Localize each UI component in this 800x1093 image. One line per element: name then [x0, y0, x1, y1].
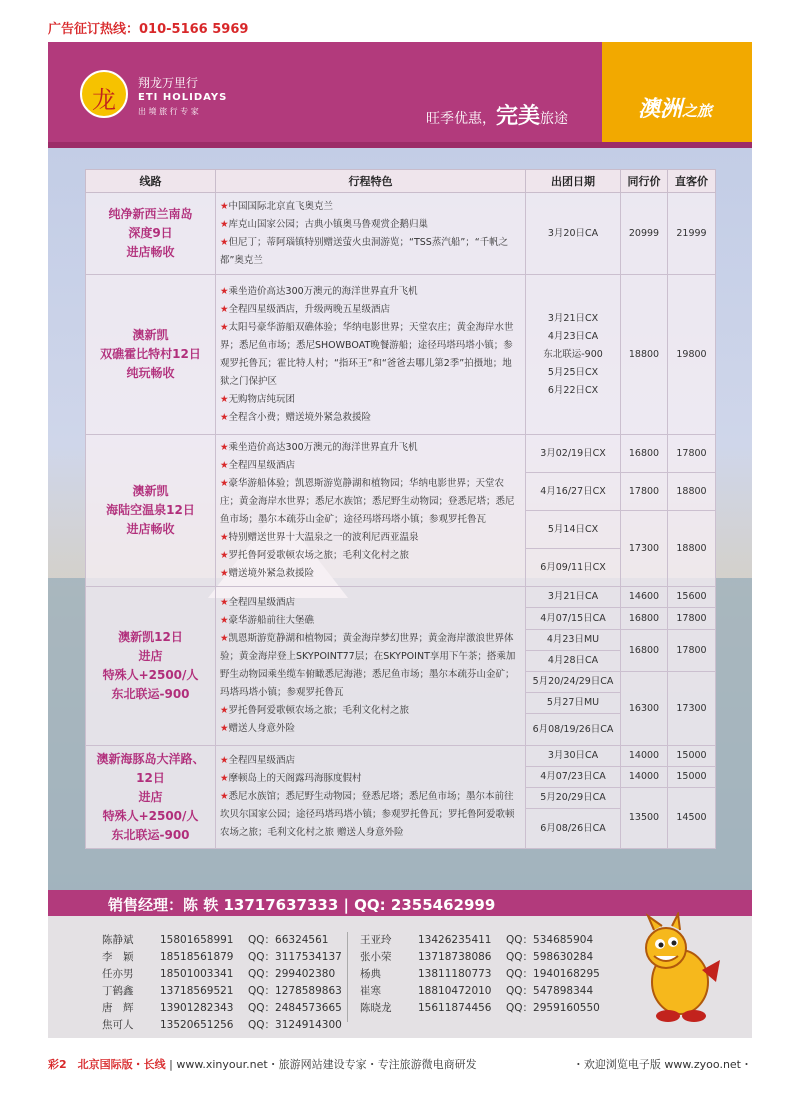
feature-text: 乘坐造价高达300万澳元的海洋世界直升飞机	[228, 441, 418, 453]
route-cell	[86, 193, 216, 275]
contact-phone: 13901282343	[160, 1002, 234, 1014]
route-line: 深度9日	[128, 226, 173, 240]
sales-manager-text: 销售经理：陈 轶 13717637333 | QQ: 2355462999	[108, 896, 496, 914]
date-cell: 6月08/26日CA	[526, 809, 621, 849]
feature-text: 悉尼水族馆；悉尼野生动物园；登悉尼塔；悉尼鱼市场；墨尔本前往坎贝尔国家公园；途径玛塔玛塔小镇；参观罗托鲁瓦；罗托鲁阿爱歌顿农场之旅；毛利文化村之旅 赠送人身意外险	[220, 791, 515, 838]
route-line: 12日	[136, 770, 165, 785]
feature-text: 全程四星级酒店，升级两晚五星级酒店	[228, 303, 391, 315]
feature-item	[220, 198, 521, 216]
star-icon: ★	[220, 459, 229, 471]
feature-item	[220, 752, 521, 770]
table-row	[86, 435, 716, 473]
feature-item	[220, 234, 521, 270]
trade-price-cell: 20999	[621, 193, 668, 275]
date-item: 3月21日CX	[547, 312, 599, 324]
date-cell: 4月28日CA	[526, 651, 621, 672]
feature-text: 中国国际北京直飞奥克兰	[228, 200, 334, 212]
brand-tagline: 出 境 旅 行 专 家	[138, 107, 199, 116]
date-cell: 5月20/24/29日CA	[526, 672, 621, 693]
tour-table	[85, 169, 716, 849]
contact-row	[102, 932, 342, 949]
feature-text: 赠送境外紧急救援险	[228, 567, 315, 579]
feature-text: 但尼丁；蒂阿瑙镇特别赠送萤火虫洞游览；“TSS蒸汽船”；“千帆之都”奥克兰	[220, 236, 509, 266]
date-cell: 5月20/29日CA	[526, 788, 621, 809]
date-item: 东北联运-900	[543, 348, 603, 360]
contact-phone: 18501003341	[160, 968, 234, 980]
contact-phone: 13718738086	[418, 951, 492, 963]
retail-price-cell: 17800	[668, 435, 716, 473]
contacts-divider	[347, 932, 348, 1022]
retail-price-cell: 19800	[668, 275, 716, 435]
star-icon: ★	[220, 549, 229, 561]
star-icon: ★	[220, 597, 229, 608]
trade-price-cell: 14600	[621, 587, 668, 608]
contact-row	[360, 966, 600, 983]
contact-row	[360, 983, 600, 1000]
page-panel	[48, 42, 752, 1038]
star-icon: ★	[220, 200, 229, 212]
contact-phone: 13520651256	[160, 1019, 234, 1031]
date-cell: 4月07/15日CA	[526, 608, 621, 630]
feature-item	[220, 457, 521, 475]
feature-item	[220, 788, 521, 842]
contacts-left	[102, 932, 342, 1034]
contact-name: 焦可人	[102, 1019, 134, 1031]
header-trade-price: 同行价	[621, 170, 668, 193]
header-banner	[48, 42, 752, 142]
features-cell	[216, 275, 526, 435]
star-icon: ★	[220, 441, 229, 453]
contact-name: 丁鹤鑫	[102, 985, 134, 997]
destination-suffix: 之旅	[681, 102, 712, 120]
trade-price-cell: 16300	[621, 672, 668, 746]
feature-text: 罗托鲁阿爱歌顿农场之旅；毛利文化村之旅	[228, 705, 410, 716]
contact-phone: 13426235411	[418, 934, 492, 946]
slogan	[426, 99, 568, 130]
feature-text: 凯恩斯游览静湖和植物园；黄金海岸梦幻世界；黄金海岸激浪世界体验；黄金海岸登上SKYPOINT77层；在SKYPOINT享用下午茶；搭乘加野生动物园乘坐缆车俯瞰悉尼海港；悉尼鱼市场；墨尔本疏芬山金矿；玛塔玛塔小镇；参观罗托鲁瓦	[220, 633, 516, 698]
feature-item	[220, 612, 521, 630]
feature-item	[220, 529, 521, 547]
route-line: 进店畅收	[126, 245, 175, 259]
contact-qq: QQ：547898344	[506, 985, 594, 997]
dragon-mascot-icon	[618, 912, 738, 1032]
contact-phone: 15801658991	[160, 934, 234, 946]
contact-name: 陈晓龙	[360, 1002, 392, 1014]
date-cell: 4月16/27日CX	[526, 473, 621, 511]
date-cell: 6月09/11日CX	[526, 549, 621, 587]
feature-text: 摩顿岛上的天阁露玛海豚度假村	[228, 773, 362, 784]
contact-row	[102, 966, 342, 983]
date-cell: 6月08/19/26日CA	[526, 714, 621, 746]
star-icon: ★	[220, 303, 229, 315]
header-features: 行程特色	[216, 170, 526, 193]
date-cell	[526, 275, 621, 435]
contact-row	[102, 983, 342, 1000]
retail-price-cell: 18800	[668, 473, 716, 511]
contact-name: 李 颖	[102, 951, 134, 963]
slogan-big: 完美	[496, 104, 541, 129]
feature-text: 库克山国家公园；古典小镇奥马鲁观赏企鹅归巢	[228, 218, 429, 230]
destination-title	[638, 92, 712, 123]
feature-item	[220, 594, 521, 612]
feature-text: 罗托鲁阿爱歌顿农场之旅；毛利文化村之旅	[228, 549, 410, 561]
page-footer	[48, 1056, 752, 1072]
trade-price-cell: 16800	[621, 435, 668, 473]
date-cell: 4月07/23日CA	[526, 767, 621, 788]
trade-price-cell: 14000	[621, 746, 668, 767]
route-line: 进店	[138, 649, 163, 663]
retail-price-cell: 15000	[668, 746, 716, 767]
star-icon: ★	[220, 321, 229, 333]
header-date: 出团日期	[526, 170, 621, 193]
contact-phone: 13718569521	[160, 985, 234, 997]
route-line: 澳新凯	[132, 328, 169, 342]
date-item: 5月25日CX	[547, 366, 599, 378]
feature-item	[220, 720, 521, 738]
contact-row	[102, 949, 342, 966]
feature-text: 全程四星级酒店	[228, 459, 296, 471]
contact-row	[102, 1017, 342, 1034]
trade-price-cell: 16800	[621, 630, 668, 672]
feature-item	[220, 216, 521, 234]
contact-qq: QQ：3117534137	[248, 951, 342, 963]
contact-qq: QQ：299402380	[248, 968, 336, 980]
features-cell	[216, 435, 526, 587]
route-line: 澳新凯	[132, 484, 169, 498]
route-line: 海陆空温泉12日	[106, 503, 195, 517]
feature-text: 特别赠送世界十大温泉之一的波利尼西亚温泉	[228, 531, 419, 543]
route-line: 纯玩畅收	[126, 366, 175, 380]
star-icon: ★	[220, 531, 229, 543]
retail-price-cell: 17300	[668, 672, 716, 746]
contact-row	[102, 1000, 342, 1017]
feature-text: 全程含小费；赠送境外紧急救援险	[228, 411, 372, 423]
features-cell	[216, 193, 526, 275]
footer-website: | www.xinyour.net・旅游网站建设专家・专注旅游微电商研发	[169, 1058, 477, 1071]
star-icon: ★	[220, 791, 229, 802]
contact-phone: 15611874456	[418, 1002, 492, 1014]
star-icon: ★	[220, 755, 229, 766]
retail-price-cell: 17800	[668, 630, 716, 672]
table-row	[86, 275, 716, 435]
feature-item	[220, 409, 521, 427]
route-line: 纯净新西兰南岛	[108, 207, 193, 221]
star-icon: ★	[220, 285, 229, 297]
route-line: 特殊人+2500/人	[102, 808, 199, 823]
contact-name: 陈静斌	[102, 934, 134, 946]
contact-qq: QQ：598630284	[506, 951, 594, 963]
date-item: 4月23日CA	[547, 330, 599, 342]
contact-qq: QQ：1278589863	[248, 985, 342, 997]
feature-text: 乘坐造价高达300万澳元的海洋世界直升飞机	[228, 285, 418, 297]
footer-e-edition: ・欢迎浏览电子版 www.zyoo.net・	[572, 1058, 752, 1071]
contact-row	[360, 1000, 600, 1017]
route-line: 澳新凯12日	[118, 630, 183, 644]
ad-hotline: 广告征订热线：010-5166 5969	[48, 22, 249, 37]
feature-item	[220, 630, 521, 702]
contact-qq: QQ：1940168295	[506, 968, 600, 980]
route-cell	[86, 746, 216, 849]
contact-qq: QQ：66324561	[248, 934, 329, 946]
date-cell: 3月20日CA	[526, 193, 621, 275]
contact-row	[360, 949, 600, 966]
trade-price-cell: 16800	[621, 608, 668, 630]
date-cell: 5月14日CX	[526, 511, 621, 549]
trade-price-cell: 14000	[621, 767, 668, 788]
retail-price-cell: 15600	[668, 587, 716, 608]
star-icon: ★	[220, 633, 229, 644]
route-line: 进店畅收	[126, 522, 175, 536]
feature-item	[220, 301, 521, 319]
star-icon: ★	[220, 773, 229, 784]
date-cell: 5月27日MU	[526, 693, 621, 714]
slogan-part-a: 旺季优惠，	[426, 111, 496, 127]
star-icon: ★	[220, 411, 229, 423]
route-line: 特殊人+2500/人	[102, 668, 199, 682]
feature-item	[220, 702, 521, 720]
contact-name: 张小荣	[360, 951, 392, 963]
star-icon: ★	[220, 393, 229, 405]
contact-name: 崔寒	[360, 985, 381, 997]
contact-name: 任亦男	[102, 968, 134, 980]
contact-phone: 13811180773	[418, 968, 492, 980]
retail-price-cell: 17800	[668, 608, 716, 630]
header-retail-price: 直客价	[668, 170, 716, 193]
feature-item	[220, 391, 521, 409]
date-item: 6月22日CX	[547, 384, 599, 396]
star-icon: ★	[220, 477, 229, 489]
retail-price-cell: 18800	[668, 511, 716, 587]
route-line: 东北联运-900	[111, 827, 190, 842]
feature-item	[220, 770, 521, 788]
star-icon: ★	[220, 705, 229, 716]
feature-text: 赠送人身意外险	[228, 723, 296, 734]
date-cell: 3月30日CA	[526, 746, 621, 767]
trade-price-cell: 13500	[621, 788, 668, 849]
contact-row	[360, 932, 600, 949]
date-cell: 3月21日CA	[526, 587, 621, 608]
feature-item	[220, 439, 521, 457]
route-line: 澳新海豚岛大洋路、	[96, 751, 205, 766]
brand-name-en: ETI HOLIDAYS	[138, 92, 228, 103]
trade-price-cell: 17300	[621, 511, 668, 587]
feature-item	[220, 283, 521, 301]
table-row	[86, 193, 716, 275]
contact-name: 唐 辉	[102, 1002, 134, 1014]
footer-page-label: 彩2 北京国际版・长线	[48, 1058, 166, 1071]
contact-qq: QQ：2484573665	[248, 1002, 342, 1014]
route-cell	[86, 435, 216, 587]
trade-price-cell: 18800	[621, 275, 668, 435]
star-icon: ★	[220, 615, 229, 626]
contact-qq: QQ：3124914300	[248, 1019, 342, 1031]
route-line: 东北联运-900	[111, 687, 190, 701]
contact-phone: 18810472010	[418, 985, 492, 997]
features-cell	[216, 587, 526, 746]
contact-qq: QQ：2959160550	[506, 1002, 600, 1014]
brand-name-cn: 翔龙万里行	[138, 76, 199, 90]
star-icon: ★	[220, 218, 229, 230]
star-icon: ★	[220, 723, 229, 734]
feature-text: 全程四星级酒店	[228, 755, 296, 766]
date-cell: 3月02/19日CX	[526, 435, 621, 473]
feature-item	[220, 565, 521, 583]
contacts-right	[360, 932, 600, 1017]
features-cell	[216, 746, 526, 849]
feature-text: 太阳号豪华游船双礁体验；华纳电影世界；天堂农庄；黄金海岸水世界；悉尼鱼市场；悉尼SHOWBOAT晚餐游船；途径玛塔玛塔小镇；参观罗托鲁瓦；霍比特人村；“指环王”和“爸爸去哪儿第2季”拍摄地；地狱之门保护区	[220, 321, 514, 387]
contact-name: 王亚玲	[360, 934, 392, 946]
retail-price-cell: 14500	[668, 788, 716, 849]
table-row	[86, 587, 716, 608]
retail-price-cell: 21999	[668, 193, 716, 275]
feature-item	[220, 319, 521, 391]
route-line: 双礁霍比特村12日	[100, 347, 201, 361]
contact-phone: 18518561879	[160, 951, 234, 963]
date-cell: 4月23日MU	[526, 630, 621, 651]
table-row	[86, 746, 716, 767]
retail-price-cell: 15000	[668, 767, 716, 788]
dragon-logo-icon: 龙	[80, 70, 128, 118]
route-cell	[86, 275, 216, 435]
feature-item	[220, 475, 521, 529]
feature-text: 无购物店纯玩团	[228, 393, 296, 405]
trade-price-cell: 17800	[621, 473, 668, 511]
star-icon: ★	[220, 236, 229, 248]
header-route: 线路	[86, 170, 216, 193]
header-accent	[602, 42, 752, 142]
route-cell	[86, 587, 216, 746]
feature-item	[220, 547, 521, 565]
feature-text: 豪华游船前往大堡礁	[228, 615, 315, 626]
route-line: 进店	[138, 789, 163, 804]
feature-text: 豪华游船体验；凯恩斯游览静湖和植物园；华纳电影世界；天堂农庄；黄金海岸水世界；悉尼水族馆；悉尼野生动物园；登悉尼塔；悉尼鱼市场；墨尔本疏芬山金矿；途径玛塔玛塔小镇；参观罗托鲁瓦	[220, 477, 515, 525]
table-header-row	[86, 170, 716, 193]
slogan-part-b: 旅途	[540, 111, 569, 127]
star-icon: ★	[220, 567, 229, 579]
destination-main: 澳洲	[637, 97, 682, 122]
feature-text: 全程四星级酒店	[228, 597, 296, 608]
contact-qq: QQ：534685904	[506, 934, 594, 946]
contact-name: 杨典	[360, 968, 381, 980]
